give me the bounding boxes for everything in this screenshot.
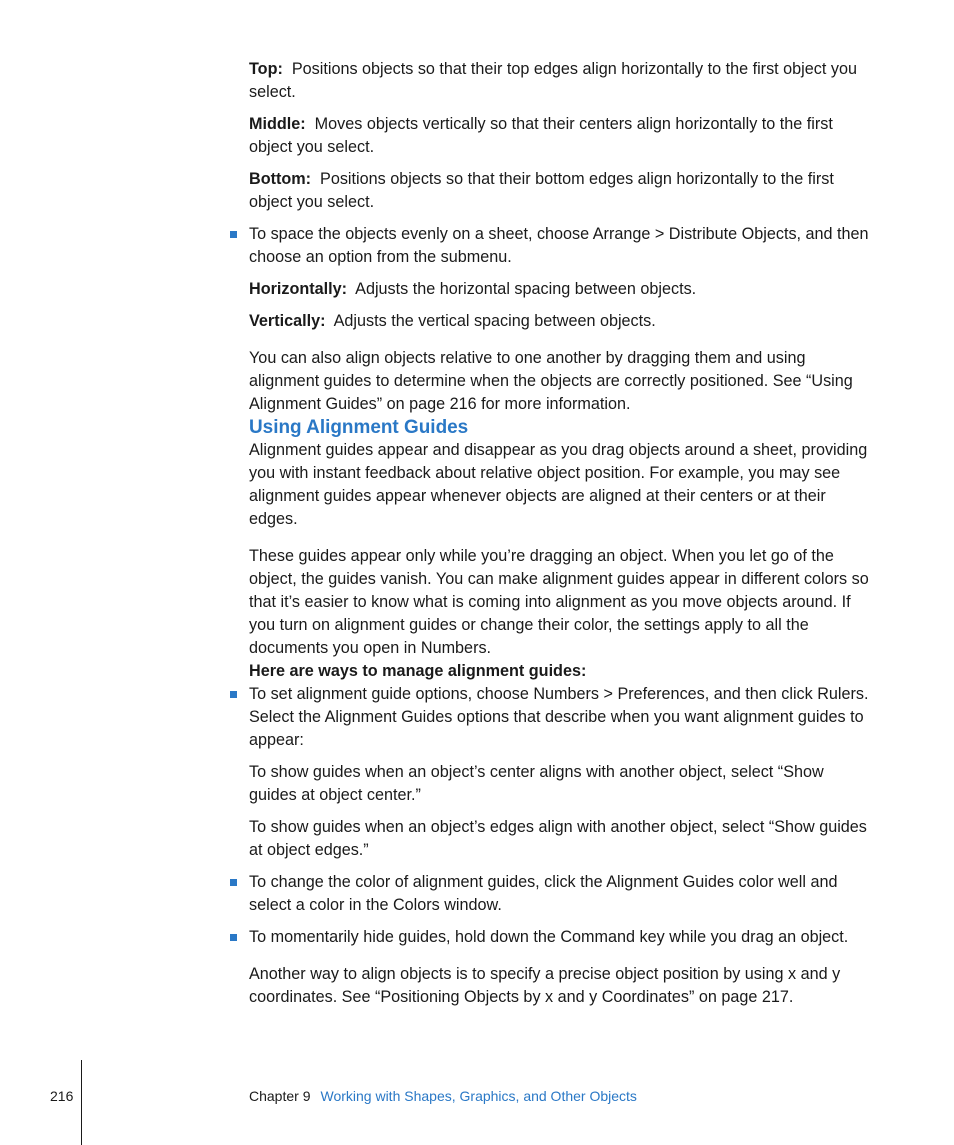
bullet-text: To momentarily hide guides, hold down the Command key while you drag an object. bbox=[249, 928, 849, 946]
square-bullet-icon bbox=[230, 879, 237, 886]
definition-text: Moves objects vertically so that their centers align horizontally to the first object you select. bbox=[249, 115, 833, 156]
chapter-line bbox=[249, 1088, 637, 1104]
bullet-text: To set alignment guide options, choose Numbers > Preferences, and then click Rulers. Select the Alignment Guides options that describe when you want alignment guides to appear: bbox=[249, 685, 869, 749]
definition-item bbox=[249, 168, 874, 214]
page-number: 216 bbox=[50, 1088, 74, 1104]
square-bullet-icon bbox=[230, 691, 237, 698]
body-paragraph: These guides appear only while you’re dragging an object. When you let go of the object, the guides vanish. You can make alignment guides appear in different colors so that it’s easier to know what is coming into alignment as you move objects around. If you turn on alignment guides or change their color, the settings apply to all the documents you open in Numbers. bbox=[249, 547, 869, 657]
definition-term: Horizontally: bbox=[249, 280, 348, 298]
body-paragraph: To show guides when an object’s edges align with another object, select “Show guides at object edges.” bbox=[249, 818, 867, 859]
body-paragraph: Alignment guides appear and disappear as you drag objects around a sheet, providing you with instant feedback about relative object position. For example, you may see alignment guides appear whenever objects are aligned at their centers or at their edges. bbox=[249, 441, 868, 528]
definition-text: Positions objects so that their bottom edges align horizontally to the first object you select. bbox=[249, 170, 834, 211]
definition-term: Vertically: bbox=[249, 312, 326, 330]
bullet-item bbox=[249, 926, 874, 949]
definition-text: Adjusts the horizontal spacing between objects. bbox=[355, 280, 697, 298]
square-bullet-icon bbox=[230, 231, 237, 238]
bullet-item bbox=[249, 871, 874, 917]
bullet-item bbox=[249, 683, 874, 752]
definition-item bbox=[249, 278, 874, 301]
body-paragraph: You can also align objects relative to one another by dragging them and using alignment guides to determine when the objects are correctly positioned. See “Using Alignment Guides” on page 216 for more information. bbox=[249, 349, 853, 413]
definition-item bbox=[249, 310, 874, 333]
body-paragraph: Another way to align objects is to specify a precise object position by using x and y coordinates. See “Positioning Objects by x and y Coordinates” on page 217. bbox=[249, 965, 841, 1006]
definition-term: Bottom: bbox=[249, 170, 312, 188]
definition-term: Top: bbox=[249, 60, 283, 78]
page-content bbox=[249, 58, 874, 1009]
definition-term: Middle: bbox=[249, 115, 306, 133]
definition-item bbox=[249, 113, 874, 159]
bullet-item bbox=[249, 223, 874, 269]
definition-item bbox=[249, 58, 874, 104]
bullet-text: To space the objects evenly on a sheet, choose Arrange > Distribute Objects, and then choose an option from the submenu. bbox=[249, 225, 869, 266]
chapter-title: Working with Shapes, Graphics, and Other Objects bbox=[320, 1088, 637, 1104]
bullet-text: To change the color of alignment guides, click the Alignment Guides color well and select a color in the Colors window. bbox=[249, 873, 838, 914]
body-paragraph: To show guides when an object’s center aligns with another object, select “Show guides at object center.” bbox=[249, 763, 824, 804]
definition-text: Positions objects so that their top edges align horizontally to the first object you select. bbox=[249, 60, 857, 101]
footer-divider bbox=[81, 1060, 82, 1145]
definition-text: Adjusts the vertical spacing between objects. bbox=[333, 312, 656, 330]
task-heading: Here are ways to manage alignment guides: bbox=[249, 662, 587, 680]
section-heading: Using Alignment Guides bbox=[249, 417, 469, 438]
square-bullet-icon bbox=[230, 934, 237, 941]
chapter-label: Chapter 9 bbox=[249, 1088, 311, 1104]
